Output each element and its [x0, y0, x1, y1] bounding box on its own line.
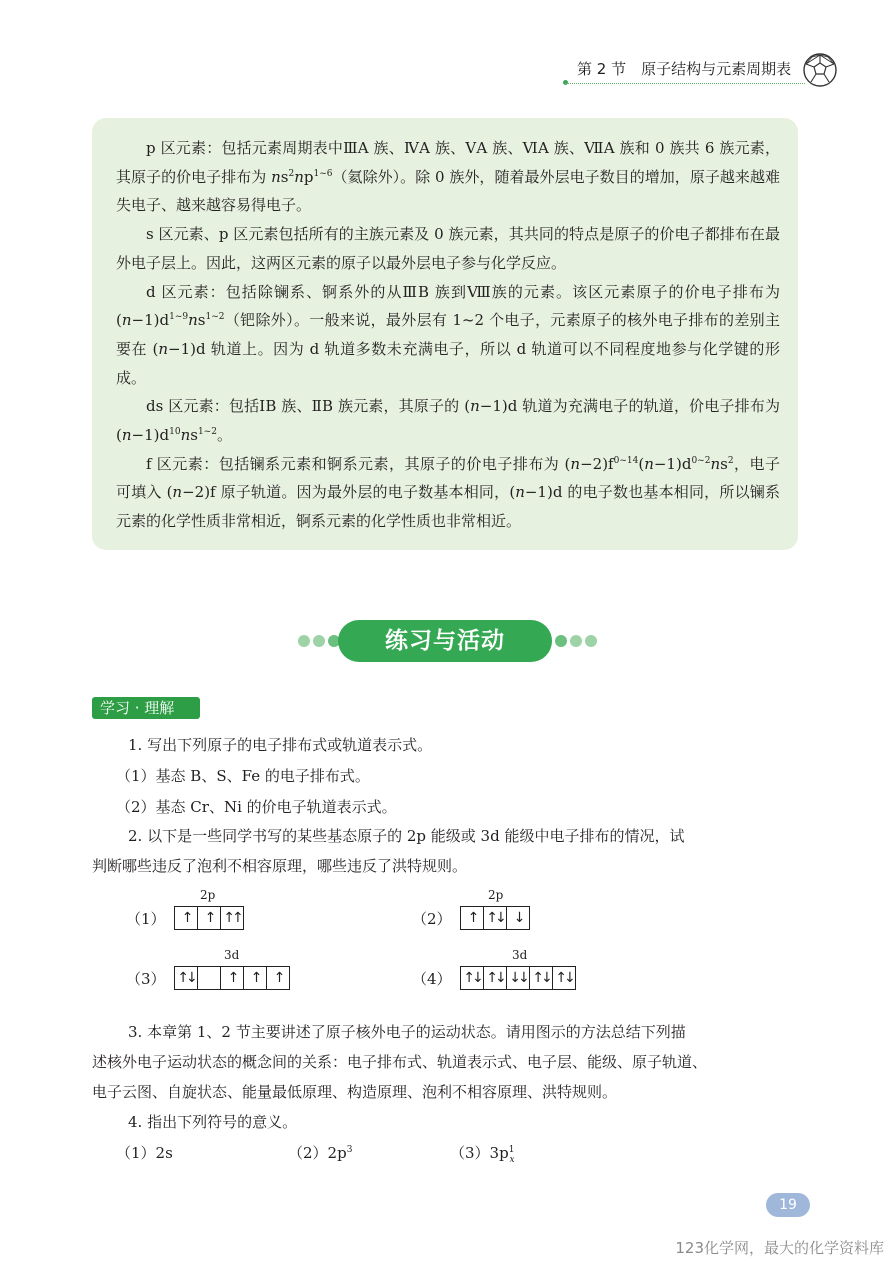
orbital-cell: ↑↓ — [484, 967, 507, 989]
question-3-line-3: 电子云图、自旋状态、能量最低原理、构造原理、泡利不相容原理、洪特规则。 — [92, 1083, 618, 1101]
orbital-cell: ↑↓ — [555, 970, 573, 986]
orbital-label-3: （3） — [126, 970, 166, 988]
orbital-label-1: （1） — [126, 910, 166, 928]
orbital-cell: ↑↓ — [175, 967, 198, 989]
orbital-cell: ↓↓ — [507, 967, 530, 989]
ds-block-paragraph: ds 区元素：包括ⅠB 族、ⅡB 族元素，其原子的 (n−1)d 轨道为充满电子的轨道，价电子排布为 $(n-1)d^{10}ns^{1\sim 2}$。 — [116, 397, 780, 445]
banner-dot — [555, 635, 567, 647]
orbital-cell: ↓ — [513, 910, 523, 926]
question-3-line-1: 3. 本章第 1、2 节主要讲述了原子核外电子的运动状态。请用图示的方法总结下列描 — [128, 1023, 686, 1041]
orbital-label-4: （4） — [412, 970, 452, 988]
question-1-part-2: （2）基态 Cr、Ni 的价电子轨道表示式。 — [116, 798, 397, 816]
question-4-part-3: $(3)3p^1_x$ — [450, 1144, 515, 1165]
p-block-paragraph: p 区元素：包括元素周期表中ⅢA 族、ⅣA 族、ⅤA 族、ⅥA 族、ⅦA 族和 0 族共 6 族元素，其原子的价电子排布为 $ns^2np^{1\sim 6}$（氦除外）。除 0 族外，随着最外层电子数目的增加，原子越来越难失电子、越来越容易得电子。 — [116, 139, 780, 215]
fullerene-ball-icon — [802, 52, 838, 88]
section-banner — [296, 618, 596, 664]
info-box-text — [116, 134, 780, 536]
orbital-cell: ↑ — [273, 970, 283, 986]
category-tag: 学习 · 理解 — [92, 697, 200, 719]
orbital-diagram-2 — [460, 906, 530, 930]
orbital-cell: ↑↓ — [484, 907, 507, 929]
page-number: 19 — [766, 1193, 810, 1217]
watermark: 123化学网，最大的化学资料库 — [675, 1239, 884, 1257]
question-1-part-1: （1）基态 B、S、Fe 的电子排布式。 — [116, 767, 370, 785]
f-block-paragraph: f 区元素：包括镧系元素和锕系元素，其原子的价电子排布为 $(n-2)f^{0\sim 14}(n-1)d^{0\sim 2}ns^2$，电子可填入 (n−2)f 原子轨道。因为最外层的电子数基本相同，(n−1)d 的电子数也基本相同，所以镧系元素的化学性质非常相近，锕系元素的化学性质也非常相近。 — [116, 454, 780, 531]
orbital-cell: ↑ — [461, 907, 484, 929]
orbital-diagram-4 — [460, 966, 576, 990]
orbital-cell: ↑ — [244, 967, 267, 989]
orbital-cell: ↑ — [221, 967, 244, 989]
s-p-block-paragraph: s 区元素、p 区元素包括所有的主族元素及 0 族元素，其共同的特点是原子的价电子都排布在最外电子层上。因此，这两区元素的原子以最外层电子参与化学反应。 — [116, 225, 780, 272]
orbital-diagram-3 — [174, 966, 290, 990]
banner-dot — [570, 635, 582, 647]
orbital-title-4: 3d — [512, 948, 528, 962]
header-rule — [565, 83, 805, 85]
section-title: 练习与活动 — [338, 620, 552, 662]
question-1: 1. 写出下列原子的电子排布式或轨道表示式。 — [128, 736, 433, 754]
orbital-label-2: （2） — [412, 910, 452, 928]
orbital-cell: ↑ — [198, 907, 221, 929]
question-4: 4. 指出下列符号的意义。 — [128, 1113, 298, 1131]
orbital-title-1: 2p — [200, 888, 216, 902]
banner-dot — [585, 635, 597, 647]
banner-dot — [313, 635, 325, 647]
orbital-diagram-1 — [174, 906, 244, 930]
question-2-line-1: 2. 以下是一些同学书写的某些基态原子的 2p 能级或 3d 能级中电子排布的情况，试 — [128, 827, 685, 845]
question-3-line-2: 述核外电子运动状态的概念间的关系：电子排布式、轨道表示式、电子层、能级、原子轨道、 — [92, 1053, 708, 1071]
question-4-part-2: $(2)2p^3$ — [288, 1144, 353, 1162]
orbital-cell: ↑↓ — [530, 967, 553, 989]
orbital-cell: ↑ — [175, 907, 198, 929]
banner-dot — [298, 635, 310, 647]
orbital-cell — [198, 967, 221, 989]
orbital-cell: ↑↓ — [461, 967, 484, 989]
question-2-line-2: 判断哪些违反了泡利不相容原理，哪些违反了洪特规则。 — [92, 857, 468, 875]
chapter-section-title: 第 2 节 原子结构与元素周期表 — [577, 60, 792, 78]
orbital-cell: ↑↑ — [223, 910, 241, 926]
orbital-title-3: 3d — [224, 948, 240, 962]
orbital-title-2: 2p — [488, 888, 504, 902]
question-4-part-1: （1）2s — [116, 1144, 173, 1162]
d-block-paragraph: d 区元素：包括除镧系、锕系外的从ⅢB 族到Ⅷ族的元素。该区元素原子的价电子排布为 $(n-1)d^{1\sim 9}ns^{1\sim 2}$（钯除外）。一般来说，最外层有 1~2 个电子，元素原子的核外电子排布的差别主要在 (n−1)d 轨道上。因为 d 轨道多数未充满电子，所以 d 轨道可以不同程度地参与化学键的形成。 — [116, 282, 780, 387]
